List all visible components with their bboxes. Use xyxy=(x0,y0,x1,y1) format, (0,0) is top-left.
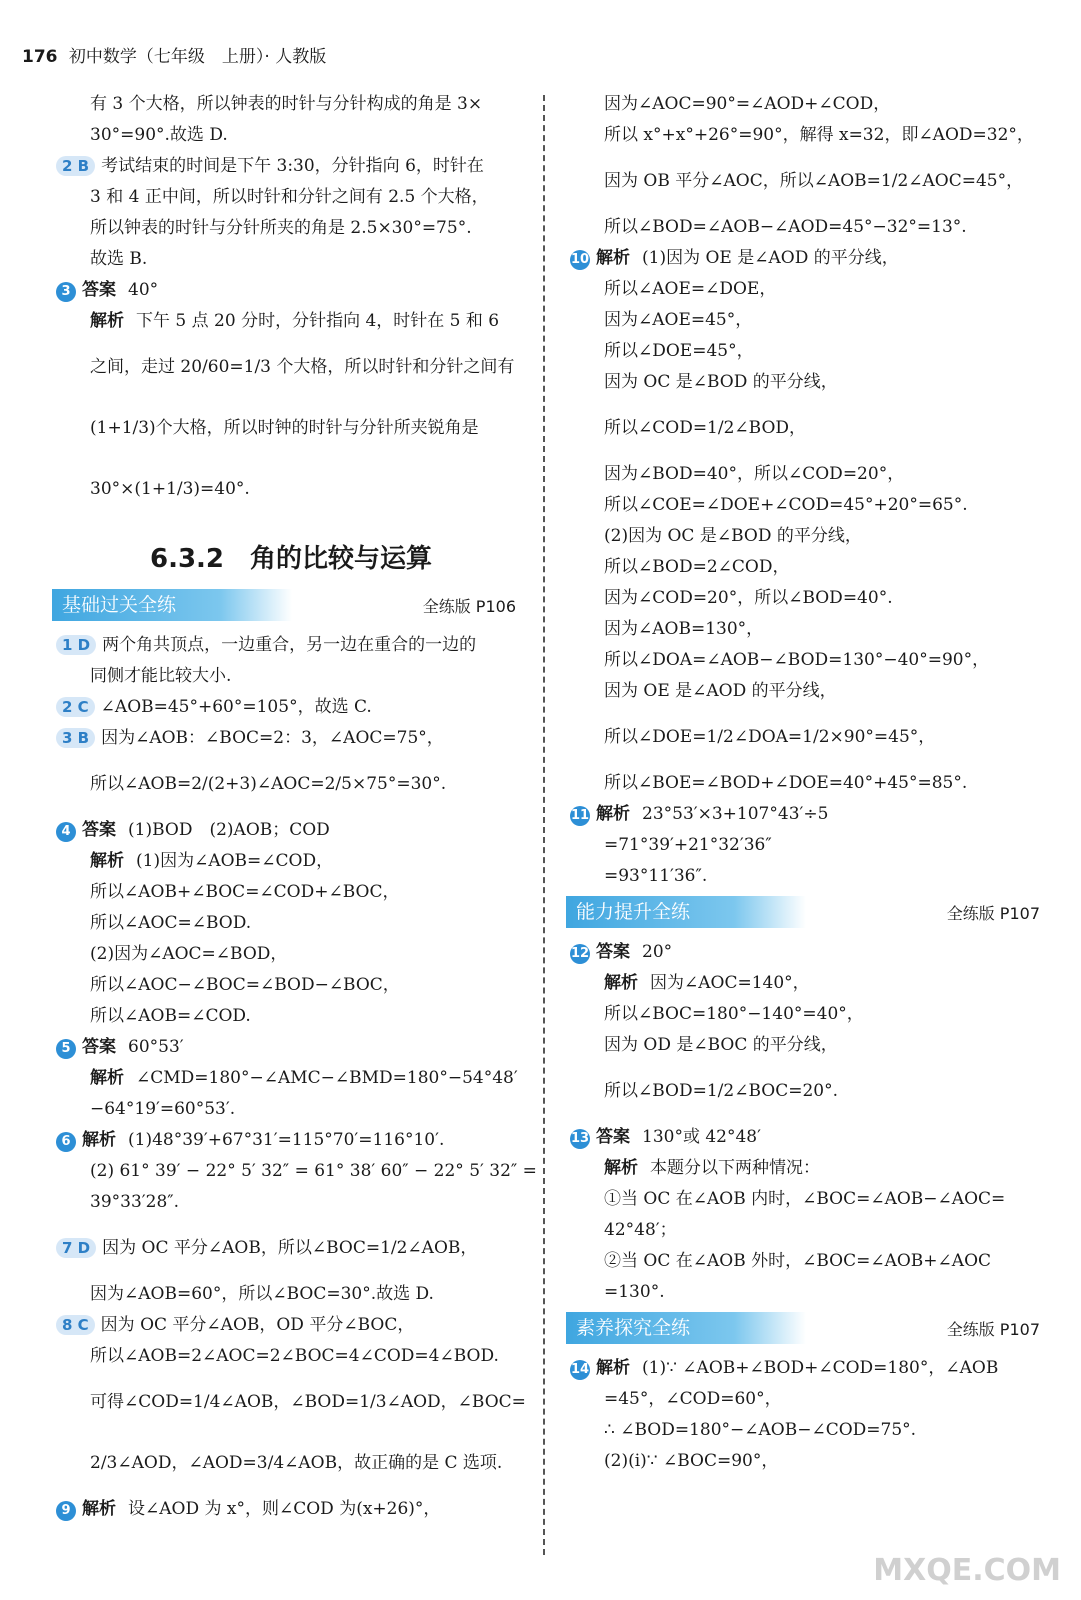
text-line: 因为 OD 是∠BOC 的平分线， xyxy=(604,1035,838,1055)
text-line: 所以∠AOB=2/(2+3)∠AOC=2/5×75°=30°. xyxy=(90,774,447,794)
question-1: 1 D 两个角共顶点，一边重合，另一边在重合的一边的 xyxy=(56,633,526,657)
text-line: 30°×(1+1/3)=40°. xyxy=(90,479,250,499)
left-column xyxy=(56,92,537,1528)
text-line: 所以 x°+x°+26°=90°，解得 x=32，即∠AOD=32°， xyxy=(604,125,1034,145)
question-4: 4 答案 (1)BOD (2)AOB；COD xyxy=(56,818,526,842)
text-line: 所以∠AOC−∠BOC=∠BOD−∠BOC， xyxy=(90,975,400,995)
text-line: 因为 OE 是∠AOD 的平分线， xyxy=(604,681,837,701)
banner-ref: 全练版 P107 xyxy=(946,904,1040,923)
question-9: 9 解析 设∠AOD 为 x°，则∠COD 为(x+26)°， xyxy=(56,1497,526,1521)
text-line: ①当 OC 在∠AOB 内时，∠BOC=∠AOB−∠AOC= xyxy=(604,1189,1006,1209)
text-line: ②当 OC 在∠AOB 外时，∠BOC=∠AOB+∠AOC xyxy=(604,1251,992,1271)
text-line: 所以∠AOB=2∠AOC=2∠BOC=4∠COD=4∠BOD. xyxy=(90,1346,499,1366)
text-line: 因为∠AOB=60°，所以∠BOC=30°.故选 D. xyxy=(90,1284,434,1304)
text-line: 因为∠BOD=40°，所以∠COD=20°， xyxy=(604,464,905,484)
banner-label: 基础过关全练 xyxy=(52,589,292,621)
text-line: 所以∠BOC=180°−140°=40°， xyxy=(604,1004,864,1024)
question-5: 5 答案 60°53′ xyxy=(56,1035,526,1059)
text-line: 所以∠BOD=1/2∠BOC=20°. xyxy=(604,1081,838,1101)
text-line: 3 和 4 正中间，所以时针和分针之间有 2.5 个大格， xyxy=(90,187,489,207)
text-line: 所以∠BOE=∠BOD+∠DOE=40°+45°=85°. xyxy=(604,773,968,793)
banner-ref: 全练版 P107 xyxy=(946,1320,1040,1339)
text-line: 有 3 个大格，所以钟表的时针与分针构成的角是 3× xyxy=(90,94,483,114)
section-banner-basic xyxy=(52,589,526,621)
text-line: ∴ ∠BOD=180°−∠AOB−∠COD=75°. xyxy=(604,1420,917,1440)
question-number-icon: 3 xyxy=(56,282,76,302)
question-3: 3 答案 40° xyxy=(56,278,526,302)
text-line: 39°33′28″. xyxy=(90,1192,180,1212)
text-line: =45°，∠COD=60°， xyxy=(604,1389,782,1409)
question-6: 6 解析 (1)48°39′+67°31′=115°70′=116°10′. xyxy=(56,1128,526,1152)
text-line: (1+1/3)个大格，所以时钟的时针与分针所夹锐角是 xyxy=(90,418,479,438)
text-line: 因为 OB 平分∠AOC，所以∠AOB=1/2∠AOC=45°， xyxy=(604,171,1024,191)
banner-ref: 全练版 P106 xyxy=(422,597,516,616)
text-line: 2/3∠AOD，∠AOD=3/4∠AOB，故正确的是 C 选项. xyxy=(90,1453,503,1473)
book-title: 初中数学（七年级 上册）· 人教版 xyxy=(68,47,327,67)
question-14: 14 解析 (1)∵ ∠AOB+∠BOD+∠COD=180°，∠AOB xyxy=(570,1358,999,1378)
question-8: 8 C 因为 OC 平分∠AOB，OD 平分∠BOC， xyxy=(56,1313,526,1337)
text-line: 所以∠DOA=∠AOB−∠BOD=130°−40°=90°， xyxy=(604,650,990,670)
text-line: (2)(i)∵ ∠BOC=90°， xyxy=(604,1451,779,1471)
text-line: 可得∠COD=1/4∠AOB，∠BOD=1/3∠AOD，∠BOC= xyxy=(90,1392,526,1412)
analysis-line: 解析 因为∠AOC=140°， xyxy=(604,973,810,993)
text-line: 30°=90°.故选 D. xyxy=(90,125,228,145)
text-line: 所以∠AOB+∠BOC=∠COD+∠BOC， xyxy=(90,882,400,902)
text-line: 同侧才能比较大小. xyxy=(90,666,232,686)
text-line: =93°11′36″. xyxy=(604,866,708,886)
text-line: 42°48′； xyxy=(604,1220,677,1240)
text-line: 因为∠AOC=90°=∠AOD+∠COD， xyxy=(604,94,891,114)
text-line: (2)因为 OC 是∠BOD 的平分线， xyxy=(604,526,862,546)
text-line: 因为 OC 是∠BOD 的平分线， xyxy=(604,372,838,392)
text-line: 之间，走过 20/60=1/3 个大格，所以时针和分针之间有 xyxy=(90,357,515,377)
column-divider xyxy=(543,95,545,1555)
text-line: 因为∠COD=20°，所以∠BOD=40°. xyxy=(604,588,893,608)
page-header xyxy=(22,42,326,67)
text-line: (2)因为∠AOC=∠BOD， xyxy=(90,944,288,964)
text-line: 所以∠AOE=∠DOE， xyxy=(604,279,777,299)
question-11: 11 解析 23°53′×3+107°43′÷5 xyxy=(570,804,829,824)
text-line: −64°19′=60°53′. xyxy=(90,1099,236,1119)
question-10: 10 解析 (1)因为 OE 是∠AOD 的平分线， xyxy=(570,248,899,268)
text-line: 所以∠DOE=45°， xyxy=(604,341,754,361)
text-line: 所以∠AOB=∠COD. xyxy=(90,1006,251,1026)
watermark: MXQE.COM xyxy=(873,1553,1061,1588)
text-line: 所以∠DOE=1/2∠DOA=1/2×90°=45°， xyxy=(604,727,936,747)
text-line: 所以∠BOD=∠AOB−∠AOD=45°−32°=13°. xyxy=(604,217,967,237)
text-line: =71°39′+21°32′36″ xyxy=(604,835,772,855)
question-2: 2 B 考试结束的时间是下午 3:30，分针指向 6，时针在 xyxy=(56,154,526,178)
text-line: 故选 B. xyxy=(90,249,148,269)
question-3b: 3 B 因为∠AOB：∠BOC=2：3，∠AOC=75°， xyxy=(56,726,526,750)
question-13: 13 答案 130°或 42°48′ xyxy=(570,1127,761,1147)
text-line: 所以∠COD=1/2∠BOD， xyxy=(604,418,807,438)
text-line: 所以∠AOC=∠BOD. xyxy=(90,913,252,933)
analysis-line: 解析 本题分以下两种情况： xyxy=(604,1158,820,1178)
question-7: 7 D 因为 OC 平分∠AOB，所以∠BOC=1/2∠AOB， xyxy=(56,1221,526,1275)
text-line: (2) 61° 39′ − 22° 5′ 32″ = 61° 38′ 60″ − 22° 5′ 32″ = xyxy=(90,1161,537,1181)
page-number: 176 xyxy=(22,47,58,67)
answer-badge: 2 B xyxy=(56,156,95,176)
right-column xyxy=(570,92,1050,1480)
text-line: =130°. xyxy=(604,1282,665,1302)
question-12: 12 答案 20° xyxy=(570,942,673,962)
text-line: 因为∠AOB=130°， xyxy=(604,619,764,639)
section-banner-literacy xyxy=(566,1312,1050,1344)
analysis-line: 解析 下午 5 点 20 分时，分针指向 4，时针在 5 和 6 xyxy=(90,311,500,331)
banner-label: 素养探究全练 xyxy=(566,1312,806,1344)
question-2b: 2 C ∠AOB=45°+60°=105°，故选 C. xyxy=(56,695,526,719)
analysis-line: 解析 ∠CMD=180°−∠AMC−∠BMD=180°−54°48′ xyxy=(90,1068,518,1088)
text-line: 因为∠AOE=45°， xyxy=(604,310,753,330)
section-title: 6.3.2 角的比较与运算 xyxy=(149,544,433,574)
text-line: 所以∠COE=∠DOE+∠COD=45°+20°=65°. xyxy=(604,495,968,515)
section-banner-ability xyxy=(566,896,1050,928)
analysis-line: 解析 (1)因为∠AOB=∠COD， xyxy=(90,851,334,871)
text-line: 所以∠BOD=2∠COD， xyxy=(604,557,790,577)
banner-label: 能力提升全练 xyxy=(566,896,806,928)
text-line: 所以钟表的时针与分针所夹的角是 2.5×30°=75°. xyxy=(90,218,472,238)
